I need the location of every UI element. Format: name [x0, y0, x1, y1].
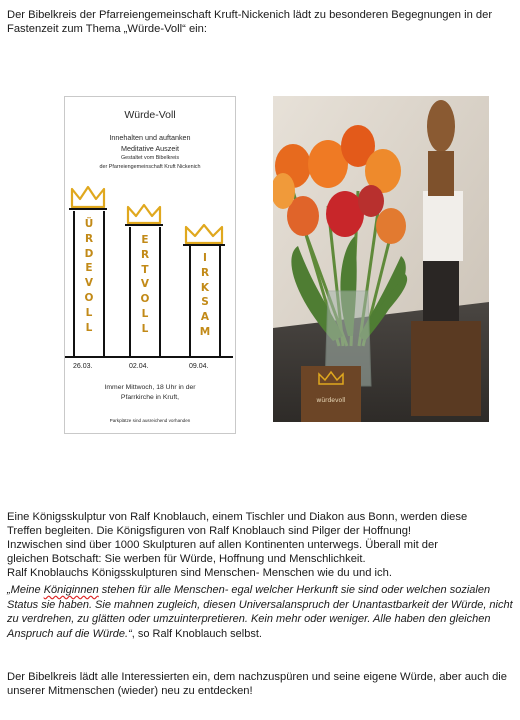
poster-subtitle-2: Meditative Auszeit	[121, 144, 179, 153]
date-label: 26.03.	[73, 363, 93, 370]
main-line: gleichen Botschaft: Sie werben für Würde, Hoffnung und Menschlichkeit.	[7, 553, 366, 565]
spellcheck-flagged-word[interactable]: Königinnen	[43, 584, 99, 596]
poster-schedule: Immer Mittwoch, 18 Uhr in der	[104, 384, 196, 391]
quote-text: stehen für alle Menschen- egal welcher Herkunft sie sind oder welchen sozialen Status sie haben. Sie mahnen zugleich, diesen Universalanspruch der Unantastbarkeit der Würde, nicht zu verdrehen, zu glätten oder umzuinterpretieren. Kein mehr oder weniger. Alle haben den gleichen Anspruch auf die Würde.“	[7, 584, 513, 640]
main-line: Inzwischen sind über 1000 Skulpturen auf allen Kontinenten unterwegs. Überall mit der	[7, 539, 438, 551]
crown-icon	[125, 203, 163, 227]
tulips-sculpture-photo	[273, 96, 489, 422]
intro-text: Der Bibelkreis der Pfarreiengemeinschaft Kruft-Nickenich lädt zu besonderen Begegnungen in der Fastenzeit zum Thema „Würde-Voll“ ein:	[7, 9, 493, 35]
date-label: 02.04.	[129, 363, 149, 370]
crown-icon	[183, 223, 225, 247]
quote-paragraph	[7, 583, 515, 641]
date-label: 09.04.	[189, 363, 209, 370]
photo-illustration	[273, 96, 489, 422]
column-letters: E R T V O L L	[140, 234, 150, 335]
poster-location: Pfarrkirche in Kruft,	[120, 394, 180, 401]
crown-icon	[69, 185, 107, 211]
event-poster	[64, 96, 236, 434]
quote-attribution: , so Ralf Knoblauch selbst.	[131, 627, 262, 640]
poster-subtitle: Innehalten und auftanken	[109, 133, 191, 142]
poster-organizer-2: der Pfarreiengemeinschaft Kruft Nickenich	[99, 164, 201, 170]
main-line: Ralf Knoblauchs Königsskulpturen sind Menschen- Menschen wie du und ich.	[7, 567, 392, 579]
column-letters: I R K S A M	[199, 252, 211, 338]
letter-column-1	[73, 211, 105, 357]
letter-column-2	[129, 227, 161, 357]
main-line: Treffen begleiten. Die Königsfiguren von Ralf Knoblauch sind Pilger der Hoffnung!	[7, 525, 412, 537]
quote-open: „Meine	[7, 584, 44, 596]
poster-organizer: Gestaltet vom Bibelkreis	[120, 155, 180, 161]
column-letters: Ü R D E V O L L	[84, 218, 94, 334]
main-line: Eine Königsskulptur von Ralf Knoblauch, einem Tischler und Diakon aus Bonn, werden diese	[7, 511, 468, 523]
poster-title: Würde-Voll	[124, 109, 176, 121]
letter-column-3	[189, 245, 221, 357]
main-paragraph	[7, 510, 515, 580]
closing-paragraph: Der Bibelkreis lädt alle Interessierten ein, dem nachzuspüren und seine eigene Würde, aber auch die unserer Mitmenschen (wieder) neu zu entdecken!	[7, 671, 508, 697]
poster-parking-note: Parkplätze sind ausreichend vorhanden	[109, 418, 191, 423]
block-label: würdevoll	[316, 397, 346, 404]
